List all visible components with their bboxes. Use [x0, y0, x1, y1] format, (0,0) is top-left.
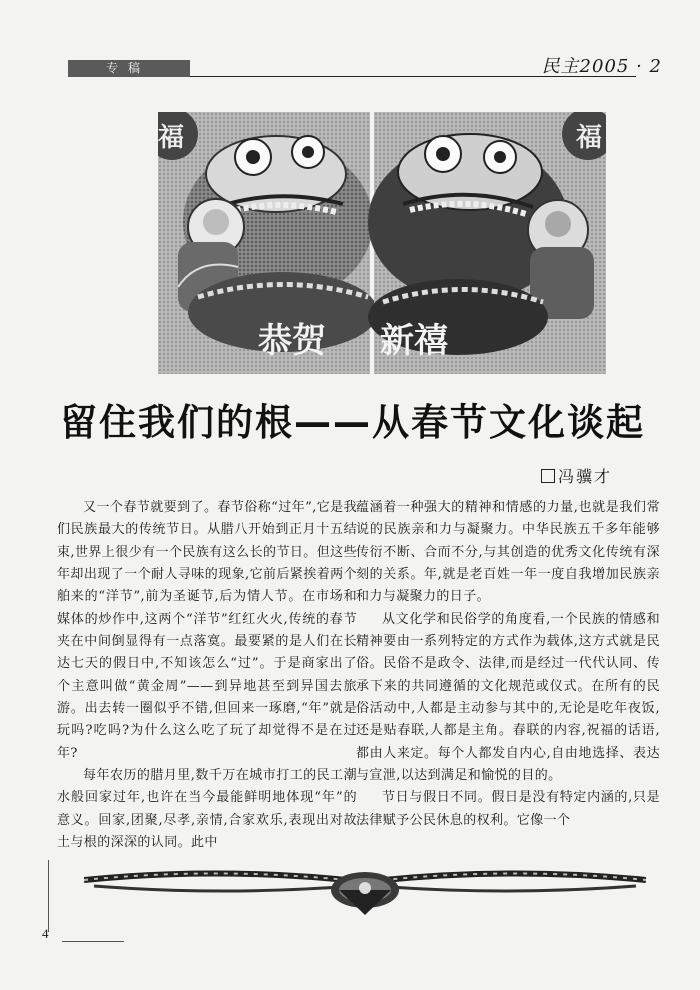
right-column [356, 497, 660, 832]
paragraph: 节日与假日不同。假日是没有特定内涵的,只是法律赋予公民休息的权利。它像一个 [356, 790, 660, 828]
right-panel-text: 新禧 [380, 321, 448, 361]
page-number: 4 [42, 926, 49, 941]
article-title: 留住我们的根——从春节文化谈起 [60, 401, 645, 444]
left-column [57, 497, 357, 855]
author-byline [541, 464, 612, 487]
paragraph: 又一个春节就要到了。春节俗称“过年”,它是我们民族最大的传统节日。从腊八开始到正月十五结束,世界上很少有一个民族有这么长的节日。但这些年却出现了一个耐人寻味的现象,它前后紧挨着两个舶来的“洋节”,前为圣诞节,后为情人节。在市场和媒体的炒作中,这两个“洋节”红红火火,传统的春节夹在中间倒显得有一点落寞。最要紧的是人们在长达七天的假日中,不知该怎么“过”。于是商家出了个主意叫做“黄金周”——到异地甚至到异国去旅游。出去转一圈似乎不错,但回来一琢磨,“年”就是玩吗?吃吗?为什么这么吃了玩了却觉得不是在过年? [57, 500, 357, 761]
author-name: 冯骥才 [557, 467, 612, 486]
ornament-divider [84, 860, 646, 920]
section-tag: 专稿 [68, 60, 190, 77]
footer-rule-vertical [48, 860, 49, 932]
left-lion-panel [158, 112, 378, 374]
left-panel-text: 恭贺 [258, 321, 326, 361]
byline-box-icon [541, 469, 555, 483]
paragraph: 从文化学和民俗学的角度看,一个民族的情感和精神要由一系列特定的方式作为载体,这方式就是民俗。民俗不是政令、法律,而是经过一代代认同、传承下来的共同遵循的文化规范或仪式。在所有的民俗活动中,人都是主动参与其中的,无论是吃年夜饭,还是贴春联,人都是主角。春联的内容,祝福的话语,都由人来定。每个人都发自内心,自由地选择、表达与宣泄,以达到满足和愉悦的目的。 [356, 611, 660, 784]
paragraph: 每年农历的腊月里,数千万在城市打工的民工潮水般回家过年,也许在当今最能鲜明地体现“年”的意义。回家,团聚,尽孝,亲情,合家欢乐,表现出对故土与根的深深的认同。此中 [57, 768, 357, 851]
paragraph: 蕴涵着一种强大的精神和情感的力量,也就是我们常说的民族亲和力与凝聚力。中华民族五千多年能够传衍不断、合而不分,与其创造的优秀文化传统有深刻的关系。年,就是老百姓一年一度自我增加民族亲和力与凝聚力的日子。 [356, 500, 660, 605]
footer-rule [62, 941, 124, 942]
lion-dance-illustration [158, 112, 606, 374]
right-badge: 福 [576, 123, 603, 153]
issue-label: 民主2005 · 2 [541, 56, 662, 77]
right-lion-panel [368, 112, 606, 374]
left-badge: 福 [158, 123, 185, 153]
